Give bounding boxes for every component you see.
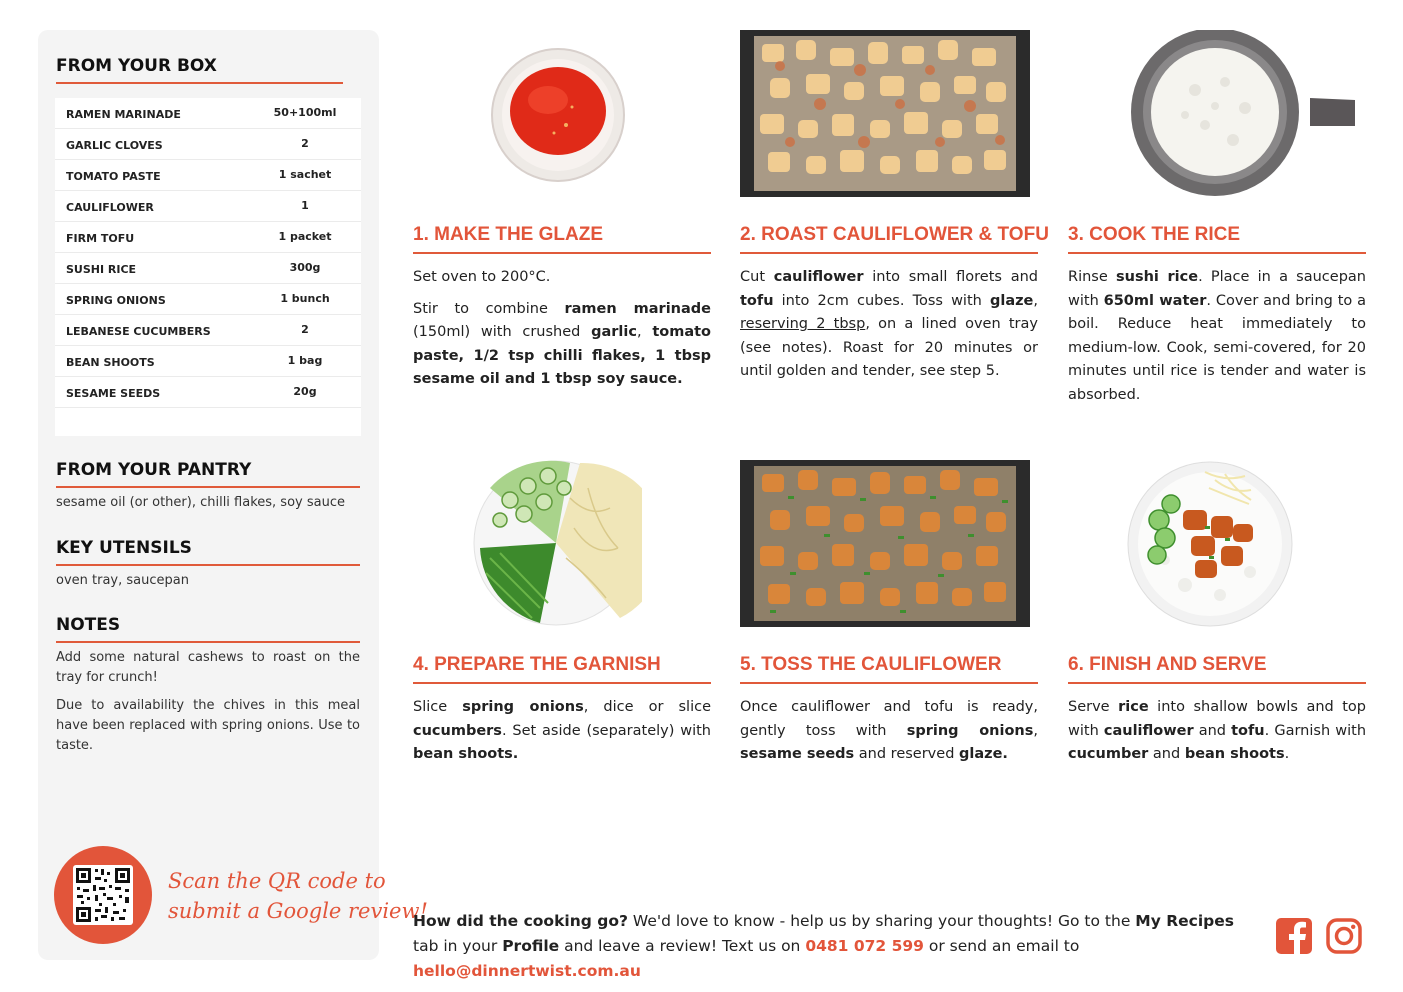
pantry-text: sesame oil (or other), chilli flakes, soy sauce [56, 495, 345, 510]
step-1-paragraph-1: Set oven to 200°C. [413, 269, 551, 285]
ingredient-name: SUSHI RICE [66, 263, 137, 276]
note-item: Due to availability the chives in this meal have been replaced with spring onions. Use to taste. [56, 698, 360, 753]
text-run: , dice or slice [583, 699, 711, 715]
rice-pot-image [1115, 30, 1360, 198]
qr-caption [168, 866, 428, 926]
ingredient-name: RAMEN MARINADE [66, 108, 181, 121]
ingredient-qty: 20g [293, 385, 317, 398]
ingredient-qty: 50+100ml [273, 106, 337, 119]
from-your-pantry-heading: FROM YOUR PANTRY [56, 460, 360, 488]
bold-text: My Recipes [1135, 912, 1234, 930]
from-your-box-heading: FROM YOUR BOX [56, 56, 343, 84]
utensils-text: oven tray, saucepan [56, 573, 189, 588]
text-run: (150ml) with crushed [413, 324, 592, 340]
text-run: and [1148, 746, 1185, 762]
text-run: . Place in a saucepan with [1068, 269, 1366, 309]
ingredient-qty: 2 [301, 323, 309, 336]
bold-text: tofu [740, 292, 774, 309]
text-run: and reserved [854, 746, 960, 762]
qr-caption-line1: Scan the QR code to [168, 869, 386, 893]
step-2-body [740, 266, 1038, 392]
step-2-paragraph-1 [740, 266, 1038, 384]
bold-text: ramen marinade [564, 300, 711, 317]
ingredient-name: FIRM TOFU [66, 232, 135, 245]
garnish-plate-image [470, 458, 642, 628]
ingredient-name: TOMATO PASTE [66, 170, 161, 183]
step-5-paragraph-1 [740, 696, 1038, 767]
table-row [55, 222, 361, 253]
contact-link[interactable]: 0481 072 599 [805, 937, 924, 955]
feedback-text [413, 909, 1263, 984]
text-run: Rinse [1068, 269, 1116, 285]
step-4-paragraph-1 [413, 696, 711, 767]
ingredient-qty: 300g [289, 261, 321, 274]
step-5-body [740, 696, 1038, 775]
step-1-body [413, 266, 711, 400]
bold-text: glaze [989, 292, 1034, 309]
ingredient-name: SESAME SEEDS [66, 387, 161, 400]
bold-text: rice [1118, 699, 1149, 715]
text-run: . Garnish with [1264, 722, 1367, 739]
text-run: Cut [740, 269, 774, 285]
ingredient-name: SPRING ONIONS [66, 294, 166, 307]
ingredient-name: LEBANESE CUCUMBERS [66, 325, 211, 338]
ingredient-name: CAULIFLOWER [66, 201, 154, 214]
finished-bowl-image [1125, 460, 1295, 628]
step-5-title: 5. TOSS THE CAULIFLOWER [740, 654, 1038, 684]
bold-text: cucumber [1068, 746, 1149, 762]
text-run: , [1033, 722, 1038, 739]
ingredient-qty: 2 [301, 137, 309, 150]
ingredient-qty: 1 bag [287, 354, 323, 367]
underlined-text: reserving 2 tbsp [740, 316, 866, 332]
qr-code[interactable] [54, 846, 152, 944]
bold-text: bean shoots [1184, 746, 1285, 762]
text-run: . [1284, 746, 1290, 762]
ingredient-qty: 1 sachet [278, 168, 332, 181]
text-run: Stir to combine [413, 300, 565, 317]
text-run: Slice [413, 699, 463, 715]
text-run: We'd love to know - help us by sharing your thoughts! Go to the [627, 912, 1136, 930]
text-run: , [636, 324, 653, 340]
qr-code-icon [73, 865, 133, 925]
step-1-title: 1. MAKE THE GLAZE [413, 224, 711, 254]
tossed-tray-image [740, 460, 1030, 627]
text-run: and leave a review! Text us on [559, 937, 806, 955]
roasting-tray-image [740, 30, 1030, 197]
table-row [55, 315, 361, 346]
text-run: Serve [1068, 699, 1119, 715]
step-4-body [413, 696, 711, 775]
step-4-title: 4. PREPARE THE GARNISH [413, 654, 711, 684]
bold-text: sesame seeds [740, 746, 855, 762]
glaze-bowl-image [488, 45, 628, 185]
bold-text: sushi rice [1115, 269, 1199, 285]
bold-text: How did the cooking go? [413, 912, 628, 930]
bold-text: garlic [591, 324, 637, 340]
ingredient-qty: 1 [301, 199, 309, 212]
text-run: into 2cm cubes. Toss with [773, 292, 990, 309]
ingredient-table [55, 98, 361, 436]
step-1-paragraph-2 [413, 298, 711, 392]
bold-text: cucumbers [413, 722, 502, 739]
table-row [55, 129, 361, 160]
table-row [55, 253, 361, 284]
bold-text: tomato paste, 1/2 tsp chilli flakes, 1 tbsp sesame oil and 1 tbsp soy sauce. [413, 324, 711, 387]
step-3-paragraph-1 [1068, 266, 1366, 407]
facebook-icon[interactable] [1276, 918, 1312, 954]
contact-link[interactable]: hello@dinnertwist.com.au [413, 962, 641, 980]
table-row [55, 160, 361, 191]
text-run: , [1033, 292, 1038, 309]
bold-text: glaze. [959, 746, 1008, 762]
text-run: into shallow bowls and top with [1068, 699, 1366, 739]
table-row [55, 346, 361, 377]
text-run: Once cauliflower and tofu is ready, gently toss with [740, 699, 1038, 739]
step-6-paragraph-1 [1068, 696, 1366, 767]
instagram-icon[interactable] [1326, 918, 1362, 954]
text-run: and [1193, 722, 1232, 739]
ingredient-name: BEAN SHOOTS [66, 356, 155, 369]
key-utensils-heading: KEY UTENSILS [56, 538, 360, 566]
bold-text: bean shoots. [413, 746, 519, 762]
table-row [55, 377, 361, 408]
qr-caption-line2: submit a Google review! [168, 899, 428, 923]
sidebar [38, 30, 428, 960]
step-6-title: 6. FINISH AND SERVE [1068, 654, 1366, 684]
text-run: . Set aside (separately) with [501, 722, 711, 739]
bold-text: cauliflower [773, 269, 864, 285]
text-run: or send an email to [923, 937, 1080, 955]
text-run: . Cover and bring to a boil. Reduce heat immediately to medium-low. Cook, semi-covered, for 20 minutes until rice is tender and water is absorbed. [1068, 292, 1366, 403]
bold-text: Profile [502, 937, 560, 955]
table-row [55, 284, 361, 315]
ingredient-name: GARLIC CLOVES [66, 139, 163, 152]
table-row [55, 98, 361, 129]
text-run: into small florets and [863, 269, 1039, 285]
bold-text: tofu [1231, 722, 1265, 739]
note-item: Add some natural cashews to roast on the tray for crunch! [56, 650, 360, 685]
step-3-title: 3. COOK THE RICE [1068, 224, 1366, 254]
bold-text: cauliflower [1103, 722, 1194, 739]
step-2-title: 2. ROAST CAULIFLOWER & TOFU [740, 224, 1038, 254]
text-run: , on a lined oven tray (see notes). Roast for 20 minutes or until golden and tender, see step 5. [740, 316, 1038, 379]
bold-text: spring onions [462, 699, 584, 715]
ingredient-qty: 1 packet [278, 230, 332, 243]
ingredient-qty: 1 bunch [280, 292, 330, 305]
step-3-body [1068, 266, 1366, 415]
step-6-body [1068, 696, 1366, 775]
table-row [55, 191, 361, 222]
text-run: tab in your [413, 937, 503, 955]
bold-text: spring onions [906, 722, 1034, 739]
notes-heading: NOTES [56, 615, 360, 643]
bold-text: 650ml water [1103, 292, 1207, 309]
